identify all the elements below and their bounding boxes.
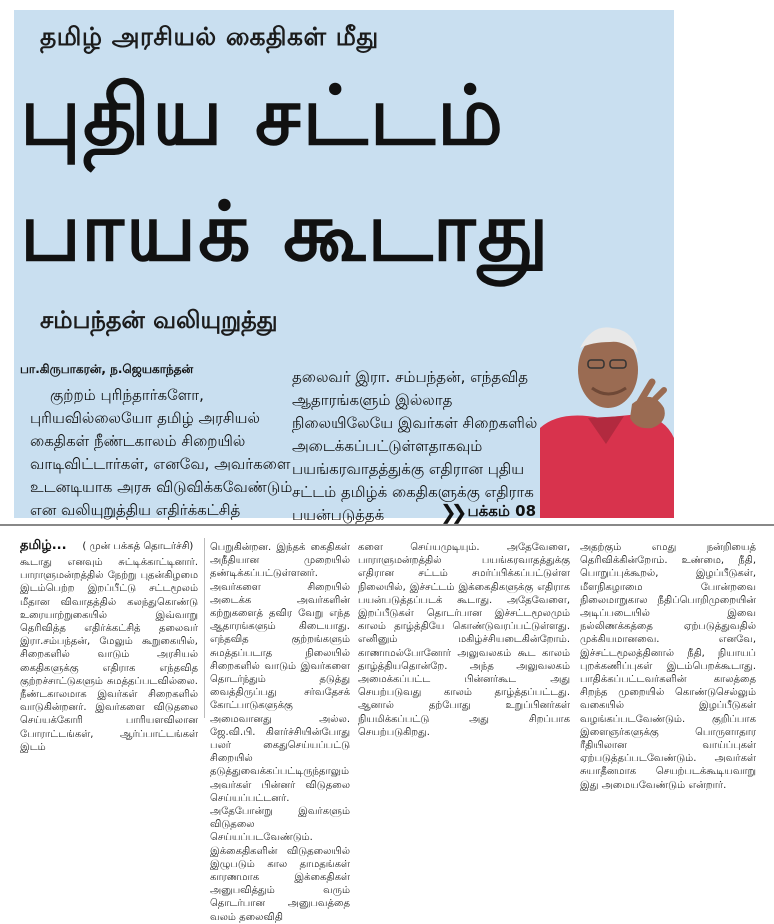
deck: சம்பந்தன் வலியுறுத்து (40, 306, 278, 334)
continuation-column-1: கூடாது எனவும் சுட்டிக்காட்டினார். பாராளுமன்றத்தில் நேற்று புதன்கிழமை இடம்பெற்ற இறப்பீட்டு சட்டமூலம் மீதான விவாதத்தில் கலந்துகொண்டு உரையாற்றுகையில் இவ்வாறு தெரிவித்த எதிர்க்கட்சித் தலைவர் இரா.சம்பந்தன், மேலும் கூறுகையில், சிறைகளில் வாடும் அரசியல் கைதிகளுக்கு எதிராக எந்தவித குற்றச்சாட்டுகளும் சுமத்தப்படவில்லை. நீண்டகாலமாக இவர்கள் சிறைகளில் வாடுகின்றனர். இவர்களை விடுதலை செய்யக்கோரி பாரியளவிலான போராட்டங்கள், ஆர்ப்பாட்டங்கள் இடம் (20, 557, 198, 753)
lead-left-column: குற்றம் புரிந்தார்களோ, புரியவில்லையோ தமிழ் அரசியல் கைதிகள் நீண்டகாலம் சிறையில் வாடிவிட்டார்கள், எனவே, அவர்களை உடனடியாக அரசு விடுவிக்கவேண்டும் என வலியுறுத்திய எதிர்க்கட்சித் (30, 386, 293, 519)
portrait-photo (540, 318, 674, 518)
portrait-photo-drawing (540, 318, 674, 518)
continuation-from: ( முன் பக்கத் தொடர்ச்சி) (82, 541, 194, 552)
section-divider (0, 524, 774, 526)
continued-page-label: பக்கம் 08 (467, 502, 537, 520)
double-chevron-right-icon: ❯❯ (440, 500, 462, 524)
column-rule (204, 538, 205, 718)
headline-line-2: பாயக் கூடாது (20, 185, 551, 280)
lead-right-column: தலைவர் இரா. சம்பந்தன், எந்தவித ஆதாரங்களும் இல்லாத நிலையிலேயே இவர்கள் சிறைகளில் அடைக்கப்பட்டுள்ளதாகவும் பயங்கரவாதத்துக்கு எதிரான புதிய சட்டம் தமிழ்க் கைதிகளுக்கு எதிராக பயன்படுத்தக் (292, 368, 538, 524)
kicker: தமிழ் அரசியல் கைதிகள் மீது (40, 22, 379, 51)
byline: பா.கிருபாகரன், ந.ஜெயகாந்தன் (20, 362, 194, 376)
headline-line-1: புதிய சட்டம் (20, 69, 505, 164)
continuation-heading (20, 538, 193, 554)
continuation-title: தமிழ்... (20, 538, 67, 553)
continuation-column-4: அதற்கும் எமது நன்றியைத் தெரிவிக்கின்றோம். உண்மை, நீதி, பொறுப்புக்கூறல், இழப்பீடுகள், மீளநிகழாமை போன்றவை நிலைமாறுகால நீதிப்பொறிமுறையின் அடிப்படையில் இவை நல்லிணக்கத்தை ஏற்படுத்துவதில் முக்கியமானவை. எனவே, இச்சட்டமூலத்தினால் நீதி, நியாயப் புறக்கணிப்புகள் இடம்பெறக்கூடாது. பாதிக்கப்பட்டவர்களின் காலத்தை சிறந்த முறையில் கொண்டுசெல்லும் வகையில் இழப்பீடுகள் வழங்கப்படவேண்டும். குறிப்பாக இளைஞர்களுக்கு பொருளாதார ரீதியிலான வாய்ப்புகள் ஏற்படுத்தப்படவேண்டும். அவர்கள் சுயாதீனமாக செயற்படக்கூடியவாறு இது அமையவேண்டும் என்றார். (580, 542, 756, 791)
continuation-column-2: பெறுகின்றன. இந்தக் கைதிகள் அநீதியான முறையில் தண்டிக்கப்பட்டுள்ளனர். அவர்களை சிறையில் அடைக்க அவர்களின் கற்றுகளைத் தவிர வேறு எந்த ஆதாரங்களும் கிடையாது. எந்தவித குற்றங்களும் சுமத்தப்படாத நிலையில் சிறைகளில் வாடும் இவர்களை தொடர்ந்தும் தடுத்து வைத்திருப்பது சர்வதேசக் கோட்பாடுகளுக்கு அமைவானது அல்ல. ஜே.வி.பி. கிளர்ச்சியின்போது பலர் கைதுசெய்யப்பட்டு சிறையில் தடுத்துவைக்கப்பட்டிருந்தாலும் அவர்கள் பின்னர் விடுதலை செய்யப்பட்டனர். அதேபோன்று இவர்களும் விடுதலை செய்யப்படவேண்டும். இக்கைதிகளின் விடுதலையில் இழுபடும் கால தாமதங்கள் காரணமாக இக்கைதிகள் அனுபவித்தும் வரும் தொடர்பான அனுபவத்தை வலம் தலைவிதி (210, 542, 350, 923)
continued-to-page[interactable] (440, 500, 536, 524)
continuation-column-3: களை செய்யமுடியும். அதேவேளை, பாராளுமன்றத்தில் பயங்கரவாதத்துக்கு எதிரான சட்டம் சமர்ப்பிக்கப்பட்டுள்ள நிலையில், இச்சட்டம் இக்கைதிகளுக்கு எதிராக பயன்படுத்தப்படக் கூடாது. அதேவேளை, இறப்பீடுகள் தொடர்பான இச்சட்டமூலமும் காலம் தாழ்த்தியே கொண்டுவரப்பட்டுள்ளது. எனினும் மகிழ்ச்சியடைகின்றோம். காணாமல்போனோர் அலுவலகம் கூட காலம் தாழ்த்தியதொன்றே. அந்த அலுவலகம் அமைக்கப்பட்ட பின்னர்கூட அது செயற்படுவது காலம் தாழ்த்தப்பட்டது. ஆனால் தற்போது உறுப்பினர்கள் நியமிக்கப்பட்டு அது சிறப்பாக செயற்படுகிறது. (358, 542, 570, 738)
